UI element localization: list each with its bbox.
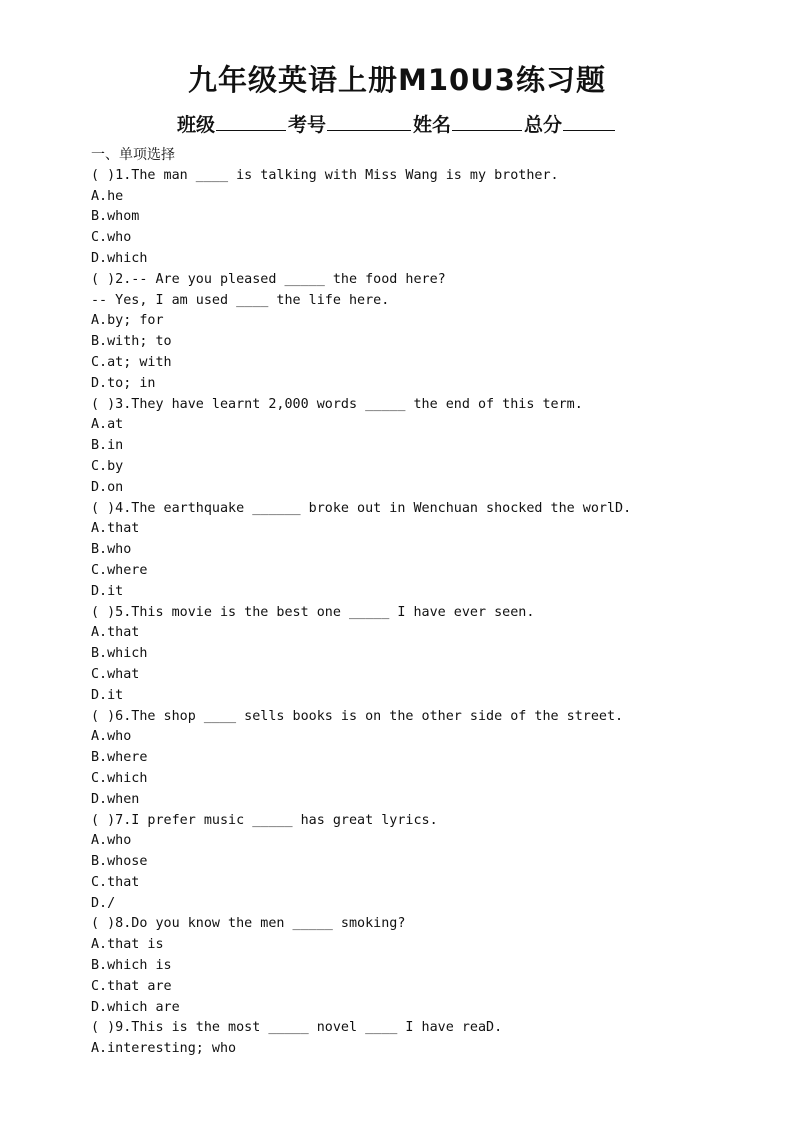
name-label: 姓名 — [413, 114, 452, 136]
option-line: B.who — [91, 542, 132, 558]
question-line: ( )3.They have learnt 2,000 words _____ the end of this term. — [91, 396, 583, 412]
option-line: D./ — [91, 895, 116, 911]
option-line: D.it — [91, 583, 124, 599]
option-line: B.whose — [91, 854, 148, 870]
option-line: A.that — [91, 521, 140, 537]
option-line: C.that are — [91, 978, 172, 994]
option-line: A.that — [91, 625, 140, 641]
exam-number-blank — [327, 110, 411, 131]
option-line: B.which — [91, 646, 148, 662]
option-line: C.that — [91, 874, 140, 890]
option-line: D.which — [91, 250, 148, 266]
option-line: C.what — [91, 666, 140, 682]
question-line: ( )5.This movie is the best one _____ I have ever seen. — [91, 604, 535, 620]
question-line: ( )6.The shop ____ sells books is on the other side of the street. — [91, 708, 624, 724]
class-label: 班级 — [176, 114, 215, 136]
page-title: 九年级英语上册M10U3练习题 — [188, 63, 606, 97]
exam-number-label: 考号 — [287, 114, 326, 136]
student-info-line — [0, 110, 794, 139]
option-line: A.by; for — [91, 313, 164, 329]
option-line: A.at — [91, 417, 124, 433]
option-line: A.who — [91, 833, 132, 849]
question-line: ( )2.-- Are you pleased _____ the food here? — [91, 271, 446, 287]
option-line: C.at; with — [91, 354, 172, 370]
option-line: C.which — [91, 770, 148, 786]
option-line: D.when — [91, 791, 140, 807]
question-line: -- Yes, I am used ____ the life here. — [91, 292, 390, 308]
option-line: D.it — [91, 687, 124, 703]
option-line: B.with; to — [91, 334, 172, 350]
question-line: ( )1.The man ____ is talking with Miss Wang is my brother. — [91, 167, 559, 183]
question-line: ( )7.I prefer music _____ has great lyrics. — [91, 812, 438, 828]
option-line: A.that is — [91, 937, 164, 953]
total-score-blank — [563, 110, 615, 131]
option-line: D.on — [91, 479, 124, 495]
section-heading: 一、单项选择 — [91, 147, 175, 163]
exercise-content — [91, 145, 771, 1060]
option-line: B.which is — [91, 958, 172, 974]
option-line: A.who — [91, 729, 132, 745]
option-line: A.interesting; who — [91, 1041, 237, 1057]
option-line: C.who — [91, 230, 132, 246]
option-line: C.where — [91, 562, 148, 578]
option-line: B.where — [91, 750, 148, 766]
option-line: A.he — [91, 188, 124, 204]
option-line: D.to; in — [91, 375, 156, 391]
option-line: D.which are — [91, 999, 180, 1015]
question-lines — [91, 166, 771, 1060]
name-blank — [452, 110, 522, 131]
question-line: ( )8.Do you know the men _____ smoking? — [91, 916, 406, 932]
question-line: ( )9.This is the most _____ novel ____ I have reaD. — [91, 1020, 503, 1036]
option-line: C.by — [91, 458, 124, 474]
total-score-label: 总分 — [524, 114, 563, 136]
option-line: B.whom — [91, 209, 140, 225]
class-blank — [216, 110, 286, 131]
option-line: B.in — [91, 438, 124, 454]
question-line: ( )4.The earthquake ______ broke out in Wenchuan shocked the worlD. — [91, 500, 632, 516]
